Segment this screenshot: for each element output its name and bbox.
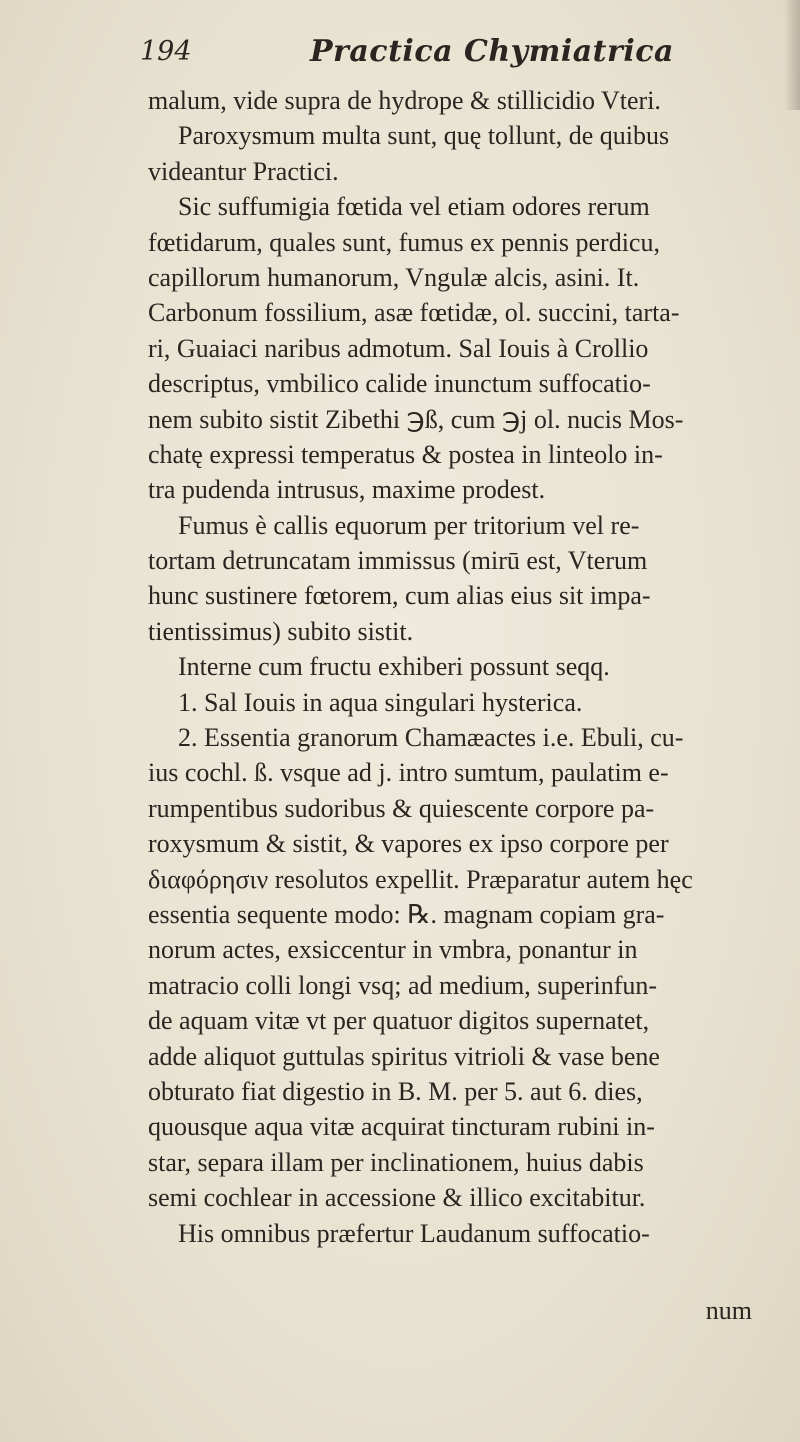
text-line: 1. Sal Iouis in aqua singulari hysterica. [178, 687, 583, 717]
catchword: num [705, 1296, 752, 1325]
text-line: ius cochl. ß. vsque ad j. intro sumtum, paulatim e- [148, 758, 669, 788]
text-line: 2. Essentia granorum Chamæactes i.e. Ebuli, cu- [178, 723, 684, 753]
text-line: videantur Practici. [148, 156, 339, 186]
text-line: tra pudenda intrusus, maxime prodest. [148, 475, 546, 505]
text-line: capillorum humanorum, Vngulæ alcis, asini. It. [148, 262, 640, 292]
text-line: roxysmum & sistit, & vapores ex ipso corpore per [148, 829, 669, 859]
page-number: 194 [140, 36, 192, 67]
text-line: adde aliquot guttulas spiritus vitrioli & vase bene [148, 1041, 660, 1071]
text-line: obturato fiat digestio in B. M. per 5. aut 6. dies, [148, 1076, 643, 1106]
text-line: quousque aqua vitæ acquirat tincturam rubini in- [148, 1112, 655, 1142]
text-line: Interne cum fructu exhiberi possunt seqq. [178, 652, 610, 682]
text-line: essentia sequente modo: ℞. magnam copiam gra- [148, 899, 665, 929]
text-line: hunc sustinere fœtorem, cum alias eius sit impa- [148, 581, 651, 611]
body-text [148, 83, 760, 1251]
text-line: fœtidarum, quales sunt, fumus ex pennis perdicu, [148, 227, 660, 257]
text-line: matracio colli longi vsq; ad medium, superinfun- [148, 970, 658, 1000]
text-line: Carbonum fossilium, asæ fœtidæ, ol. succini, tarta- [148, 298, 680, 328]
text-line: tortam detruncatam immissus (mirū est, Vterum [148, 546, 648, 576]
text-line: tientissimus) subito sistit. [148, 616, 414, 646]
text-line: Paroxysmum multa sunt, quę tollunt, de quibus [178, 121, 670, 151]
text-line: semi cochlear in accessione & illico excitabitur. [148, 1183, 646, 1213]
page-edge-shadow [784, 0, 800, 110]
text-line: rumpentibus sudoribus & quiescente corpore pa- [148, 793, 655, 823]
text-line: nem subito sistit Zibethi ℈ß, cum ℈j ol. nucis Mos- [148, 404, 684, 434]
text-line: malum, vide supra de hydrope & stillicidio Vteri. [148, 86, 661, 115]
running-title: Practica Chymiatrica [310, 34, 674, 69]
text-line: de aquam vitæ vt per quatuor digitos supernatet, [148, 1006, 650, 1036]
page-header [140, 30, 760, 80]
text-line: chatę expressi temperatus & postea in linteolo in- [148, 439, 663, 469]
text-line: star, separa illam per inclinationem, huius dabis [148, 1147, 644, 1177]
text-line: Fumus è callis equorum per tritorium vel re- [178, 510, 640, 540]
text-line: descriptus, vmbilico calide inunctum suffocatio- [148, 369, 651, 399]
text-line: Sic suffumigia fœtida vel etiam odores rerum [178, 192, 650, 222]
text-line: norum actes, exsiccentur in vmbra, ponantur in [148, 935, 638, 965]
text-line: διαφόρησιν resolutos expellit. Præparatur autem hęc [148, 864, 693, 894]
text-line: His omnibus præfertur Laudanum suffocatio- [178, 1218, 650, 1248]
text-line: ri, Guaiaci naribus admotum. Sal Iouis à Crollio [148, 333, 649, 363]
